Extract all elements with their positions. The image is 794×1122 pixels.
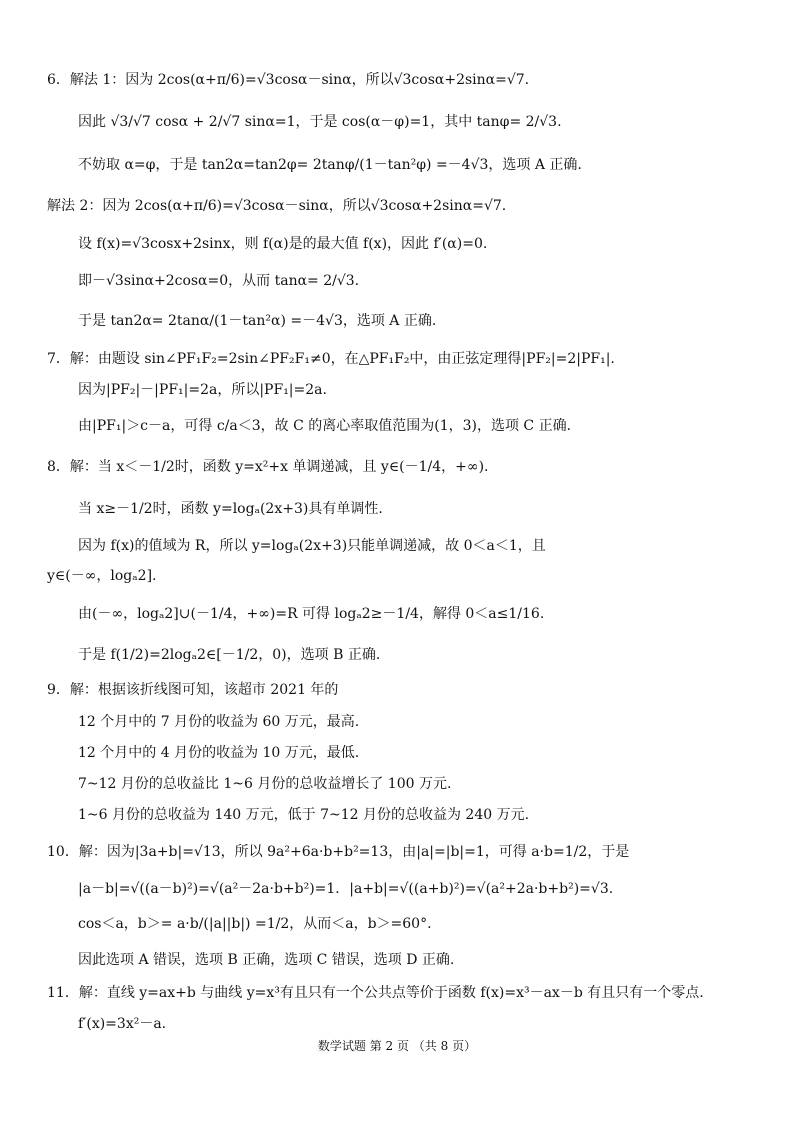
q8-line1: 8．解：当 x＜－1/2时，函数 y=x²+x 单调递减，且 y∈(－1/4，+∞).	[47, 459, 489, 475]
q8-line3: 因为 f(x)的值域为 R，所以 y=logₐ(2x+3)只能单调递减，故 0＜a＜1，且	[78, 538, 546, 554]
q10-line1: 10．解：因为|3a+b|=√13，所以 9a²+6a·b+b²=13，由|a|=|b|=1，可得 a·b=1/2，于是	[47, 844, 630, 860]
page-footer: 数学试题 第 2 页 （共 8 页）	[317, 1039, 477, 1053]
q7-line1: 7．解：由题设 sin∠PF₁F₂=2sin∠PF₂F₁≠0，在△PF₁F₂中，由正弦定理得|PF₂|=2|PF₁|.	[47, 351, 615, 367]
q6-method2-line1: 解法 2：因为 2cos(α+π/6)=√3cosα－sinα，所以√3cosα+2sinα=√7.	[47, 198, 507, 214]
q6-method2-line3: 即－√3sinα+2cosα=0，从而 tanα= 2/√3.	[78, 273, 360, 289]
q8-line5: 由(－∞，logₐ2]∪(－1/4，+∞)=R 可得 logₐ2≥－1/4，解得 0＜a≤1/16.	[78, 606, 545, 622]
q9-line2: 12 个月中的 7 月份的收益为 60 万元，最高.	[78, 714, 360, 730]
q11-line1: 11．解：直线 y=ax+b 与曲线 y=x³有且只有一个公共点等价于函数 f(x)=x³－ax－b 有且只有一个零点.	[47, 985, 704, 1001]
q9-line1: 9．解：根据该折线图可知，该超市 2021 年的	[47, 682, 339, 698]
q8-line4: y∈(－∞，logₐ2].	[47, 568, 157, 584]
q7-line3: 由|PF₁|＞c－a，可得 c/a＜3，故 C 的离心率取值范围为(1，3)，选项 C 正确.	[78, 418, 572, 434]
q9-line5: 1~6 月份的总收益为 140 万元，低于 7~12 月份的总收益为 240 万元.	[78, 807, 530, 823]
q11-line2: f′(x)=3x²－a.	[78, 1016, 167, 1032]
q6-method1-line2: 因此 √3/√7 cosα + 2/√7 sinα=1，于是 cos(α－φ)=1，其中 tanφ= 2/√3.	[78, 114, 562, 130]
q6-method1-line3: 不妨取 α=φ，于是 tan2α=tan2φ= 2tanφ/(1－tan²φ) =－4√3，选项 A 正确.	[78, 157, 582, 173]
q6-method1-line1: 6．解法 1：因为 2cos(α+π/6)=√3cosα－sinα，所以√3cosα+2sinα=√7.	[47, 72, 530, 88]
q10-line2: |a－b|=√((a－b)²)=√(a²－2a·b+b²)=1．|a+b|=√((a+b)²)=√(a²+2a·b+b²)=√3.	[78, 881, 614, 897]
q6-method2-line4: 于是 tan2α= 2tanα/(1－tan²α) =－4√3，选项 A 正确.	[78, 313, 437, 329]
q8-line6: 于是 f(1/2)=2logₐ2∈[－1/2，0)，选项 B 正确.	[78, 647, 381, 663]
q6-method2-line2: 设 f(x)=√3cosx+2sinx，则 f(α)是的最大值 f(x)，因此 f′(α)=0.	[78, 236, 488, 252]
q7-line2: 因为|PF₂|－|PF₁|=2a，所以|PF₁|=2a.	[78, 382, 327, 398]
q10-line4: 因此选项 A 错误，选项 B 正确，选项 C 错误，选项 D 正确.	[78, 952, 455, 968]
q9-line4: 7~12 月份的总收益比 1~6 月份的总收益增长了 100 万元.	[78, 776, 452, 792]
q9-line3: 12 个月中的 4 月份的收益为 10 万元，最低.	[78, 745, 360, 761]
q8-line2: 当 x≥－1/2时，函数 y=logₐ(2x+3)具有单调性.	[78, 501, 383, 517]
q10-line3: cos＜a，b＞= a·b/(|a||b|) =1/2，从而＜a，b＞=60°.	[78, 916, 432, 932]
